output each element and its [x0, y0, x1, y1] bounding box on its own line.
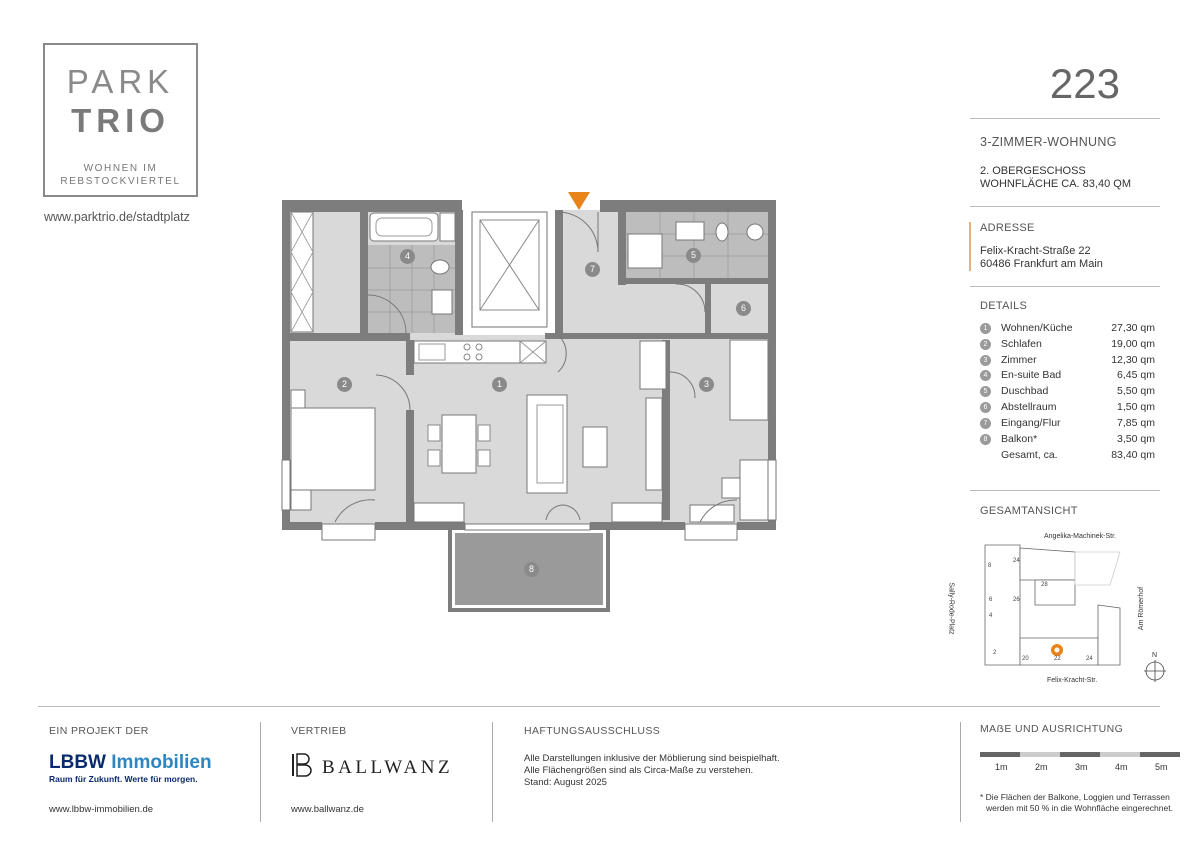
scale-bar-segment [1100, 752, 1140, 757]
room-number-2: 2 [337, 377, 352, 392]
logo-line-park: PARK [66, 63, 175, 100]
unit-floor: 2. OBERGESCHOSS [980, 165, 1086, 177]
scale-label: 2m [1035, 762, 1048, 772]
details-row-value: 7,85 qm [1117, 416, 1155, 429]
details-row [980, 353, 1155, 369]
details-row-value: 27,30 qm [1111, 322, 1155, 334]
footer-divider [38, 706, 1160, 707]
building-number: 4 [989, 613, 993, 619]
street-right-label: Am Römerhof [1138, 586, 1146, 631]
details-row [980, 432, 1155, 448]
footer-separator [960, 722, 961, 822]
details-row-name: Wohnen/Küche [1001, 322, 1073, 334]
details-total-row [980, 448, 1155, 464]
building-number: 6 [989, 597, 993, 603]
details-row-name: Schlafen [1001, 337, 1042, 350]
balcony-note-line: werden mit 50 % in die Wohnfläche eingerechnet. [986, 803, 1173, 813]
building-number: 8 [988, 563, 992, 569]
details-row-number: 7 [980, 418, 991, 429]
address-street: Felix-Kracht-Straße 22 [980, 245, 1091, 257]
address-accent-bar [969, 222, 971, 271]
disclaimer-line: Stand: August 2025 [524, 777, 607, 788]
ballwanz-url-link[interactable]: www.ballwanz.de [291, 804, 364, 815]
details-row-name: Abstellraum [1001, 401, 1057, 413]
details-row [980, 368, 1155, 384]
building-number: 2 [993, 650, 997, 656]
lbbw-logo-mark: LBBW [49, 752, 106, 773]
building-number: 22 [1054, 656, 1061, 662]
details-row-number: 8 [980, 434, 991, 445]
details-row-number: 2 [980, 339, 991, 350]
room-number-8: 8 [524, 562, 539, 577]
scale-bar-segment [980, 752, 1020, 757]
divider [970, 206, 1160, 207]
logo-line-trio: TRIO [71, 102, 170, 139]
building-number: 20 [1022, 656, 1029, 662]
scale-label: 1m [995, 762, 1008, 772]
balcony-note-line: * Die Flächen der Balkone, Loggien und Terrassen [980, 792, 1170, 802]
ballwanz-logo: BALLWANZ [322, 757, 454, 778]
street-bottom-label: Felix-Kracht-Str. [1047, 677, 1098, 684]
overview-title: GESAMTANSICHT [980, 505, 1078, 517]
room-number-7: 7 [585, 262, 600, 277]
scale-bar-segment [1140, 752, 1180, 757]
building-number: 26 [1013, 597, 1020, 603]
details-title: DETAILS [980, 300, 1028, 312]
address-city: 60486 Frankfurt am Main [980, 258, 1103, 270]
building-number: 28 [1041, 582, 1048, 588]
details-row-number: 5 [980, 386, 991, 397]
building-number: 24 [1086, 656, 1093, 662]
project-by-title: EIN PROJEKT DER [49, 725, 149, 737]
room-number-1: 1 [492, 377, 507, 392]
footer-separator [260, 722, 261, 822]
floor-plan [275, 190, 785, 620]
unit-area: WOHNFLÄCHE CA. 83,40 QM [980, 178, 1131, 190]
lbbw-tagline: Raum für Zukunft. Werte für morgen. [49, 774, 198, 784]
divider [970, 118, 1160, 119]
details-row-value: 19,00 qm [1111, 337, 1155, 350]
details-row-number: 1 [980, 323, 991, 334]
lbbw-logo [49, 752, 212, 774]
details-row-value: 3,50 qm [1117, 432, 1155, 445]
sales-title: VERTRIEB [291, 725, 347, 737]
details-row-value: 12,30 qm [1111, 353, 1155, 366]
scale-label: 4m [1115, 762, 1128, 772]
scale-label: 3m [1075, 762, 1088, 772]
divider [970, 490, 1160, 491]
details-row-value: 6,45 qm [1117, 369, 1155, 382]
entrance-arrow-icon [568, 192, 590, 210]
unit-number: 223 [1049, 60, 1120, 107]
logo-subtitle-1: WOHNEN IM [83, 163, 158, 174]
details-row-number: 4 [980, 370, 991, 381]
details-row [980, 400, 1155, 416]
room-number-5: 5 [686, 248, 701, 263]
details-row-name: Balkon* [1001, 432, 1038, 445]
logo-subtitle-2: REBSTOCKVIERTEL [60, 176, 181, 187]
details-row-name: Eingang/Flur [1001, 416, 1061, 429]
street-top-label: Angelika-Machinek-Str. [1044, 533, 1116, 540]
details-row-number: 3 [980, 355, 991, 366]
details-total-label: Gesamt, ca. [1001, 449, 1058, 461]
lbbw-logo-text: Immobilien [111, 752, 212, 773]
disclaimer-line: Alle Flächengrößen sind als Circa-Maße zu verstehen. [524, 765, 754, 776]
scale-label: 5m [1155, 762, 1168, 772]
details-row-name: Duschbad [1001, 385, 1049, 398]
details-row-name: Zimmer [1001, 353, 1037, 366]
details-row-name: En-suite Bad [1001, 369, 1062, 382]
details-row-value: 1,50 qm [1117, 401, 1155, 413]
park-trio-logo [43, 43, 198, 197]
north-label: N [1152, 652, 1158, 659]
disclaimer-line: Alle Darstellungen inklusive der Möblierung sind beispielhaft. [524, 753, 780, 764]
divider [970, 286, 1160, 287]
scale-bar-segment [1020, 752, 1060, 757]
project-url-link[interactable]: www.parktrio.de/stadtplatz [44, 210, 190, 224]
disclaimer-title: HAFTUNGSAUSSCHLUSS [524, 725, 661, 737]
details-total-value: 83,40 qm [1111, 449, 1155, 461]
address-title: ADRESSE [980, 222, 1035, 234]
building-number: 24 [1013, 558, 1020, 564]
footer-separator [492, 722, 493, 822]
scale-title: MAẞE UND AUSRICHTUNG [980, 723, 1124, 735]
lbbw-url-link[interactable]: www.lbbw-immobilien.de [49, 804, 154, 815]
details-row-number: 6 [980, 402, 991, 413]
room-number-6: 6 [736, 301, 751, 316]
details-row [980, 384, 1155, 400]
room-number-3: 3 [699, 377, 714, 392]
details-row [980, 321, 1155, 337]
details-row [980, 337, 1155, 353]
room-number-4: 4 [400, 249, 415, 264]
details-row [980, 416, 1155, 432]
unit-type: 3-ZIMMER-WOHNUNG [980, 135, 1117, 149]
ballwanz-logo-icon [291, 753, 313, 777]
details-row-value: 5,50 qm [1117, 385, 1155, 398]
street-left-label: Sally-Rode-Platz [947, 582, 955, 635]
scale-bar-segment [1060, 752, 1100, 757]
